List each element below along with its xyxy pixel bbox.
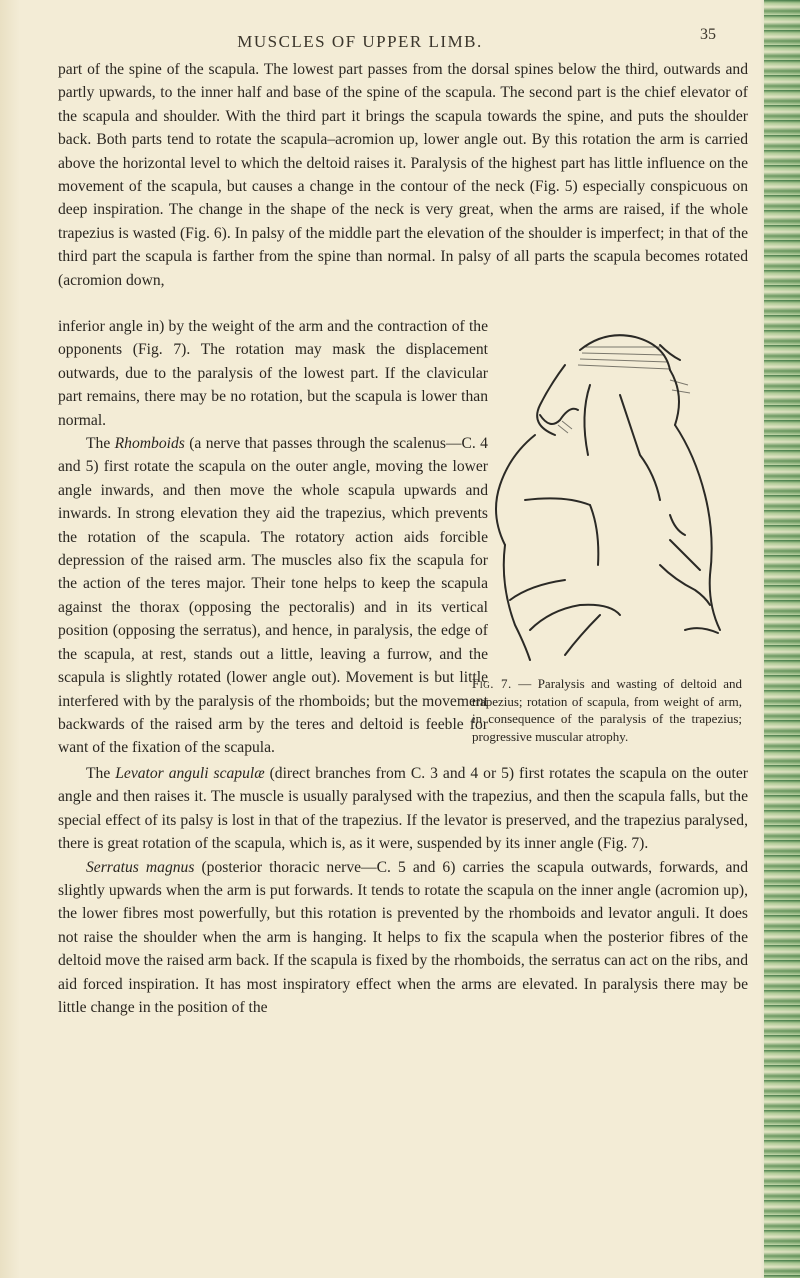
paragraph-wrap-column — [58, 315, 488, 760]
paragraph-text-continued: inferior angle in) by the weight of the arm and the contraction of the opponents (Fig. 7). The rotation may mask the displacement outwards, due to the paralysis of the lowest part. If the clavicular part remains, there may be no rotation, but the scapula is lower than normal. — [58, 318, 488, 429]
running-head — [0, 14, 800, 54]
text-run: (direct branches from C. 3 and 4 or 5) first rotates the scapula on the outer angle and then raises it. The muscle is usually paralysed with the trapezius, and then the scapula falls, but the special effect of its palsy is lost in that of the trapezius. If the levator is preserved, and the trapezius paralysed, there is great rotation of the scapula, which is, as it were, suspended by its inner angle (Fig. 7). — [58, 765, 748, 853]
paragraph-text: part of the spine of the scapula. The lowest part passes from the dorsal spines below the third, outwards and partly upwards, to the inner half and base of the spine of the scapula. The second part is the chief elevator of the scapula and shoulder. With the third part it brings the scapula towards the spine, and puts the shoulder back. Both parts tend to rotate the scapula–acromion up, lower angle out. By this rotation the arm is carried above the horizontal level to which the deltoid raises it. Paralysis of the highest part has little influence on the movement of the scapula, but causes a change in the contour of the neck (Fig. 5) especially conspicuous on deep inspiration. The change in the shape of the neck is very great, when the arms are raised, if the whole trapezius is wasted (Fig. 6). In palsy of the middle part the elevation of the shoulder is imperfect; in that of the third part the scapula is farther from the spine than normal. In palsy of all parts the scapula becomes rotated (acromion down, — [58, 61, 748, 289]
text-run: The — [86, 765, 116, 782]
caption-text: — Paralysis and wasting of deltoid and trapezius; rotation of scapula, from weight of arm, in consequence of the paralysis of the trapezius; progressive muscular atrophy. — [472, 676, 742, 744]
paragraph-serratus — [58, 856, 748, 1020]
paragraph-levator-and-serratus — [58, 762, 748, 1019]
running-head-title: MUSCLES OF UPPER LIMB. — [237, 32, 483, 51]
figure-7-illustration — [470, 325, 740, 670]
text-run: (a nerve that passes through the scalenus—C. 4 and 5) first rotate the scapula on the outer angle, moving the lower angle inwards, and then move the whole scapula upwards and inwards. In strong elevation they aid the trapezius, which prevents the rotation of the scapula. The rotatory action aids forcible depression of the raised arm. The muscles also fix the scapula for the action of the teres major. Their tone helps to keep the scapula against the thorax (opposing the pectoralis) and in its vertical position (opposing the serratus), and hence, in paralysis, the edge of the scapula, at rest, stands out a little, leaving a furrow, and the scapula is slightly rotated (lower angle out). Movement is but little interfered with by the paralysis of the rhomboids; but the movement backwards of the raised arm by the teres and deltoid is feeble for want of the fixation of the scapula. — [58, 435, 488, 757]
text-run: (posterior thoracic nerve—C. 5 and 6) carries the scapula outwards, forwards, and slightly upwards when the arm is put forwards. It tends to rotate the scapula on the inner angle (acromion up), the lower fibres most powerfully, but this rotation is prevented by the rhomboids and levator anguli. It does not raise the shoulder when the arm is hanging. It helps to fix the scapula when the posterior fibres of the deltoid move the raised arm back. If the scapula is fixed by the rhomboids, the serratus can act on the ribs, and aid forced inspiration. It has most inspiratory effect when the arms are elevated. In paralysis there may be little change in the position of the — [58, 858, 748, 1017]
figure-caption — [472, 675, 742, 745]
paragraph-rhomboids — [58, 432, 488, 760]
text-run: The — [86, 435, 115, 453]
term-rhomboids: Rhomboids — [114, 435, 185, 453]
page-edge-binding — [764, 0, 800, 1278]
term-levator: Levator anguli scapulæ — [115, 765, 265, 782]
figure-label: Fig. 7. — [472, 676, 512, 691]
page-number: 35 — [700, 26, 716, 43]
term-serratus: Serratus magnus — [86, 858, 195, 876]
paragraph-trapezius — [58, 58, 748, 292]
paragraph-levator — [58, 762, 748, 856]
